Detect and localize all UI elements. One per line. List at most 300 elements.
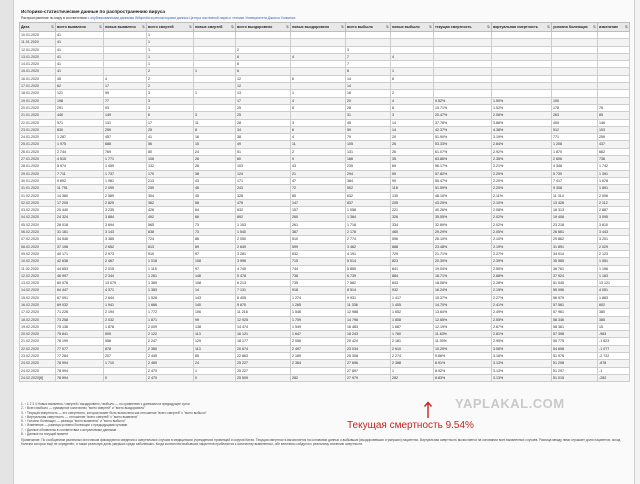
table-cell: 3 <box>391 112 434 119</box>
table-cell: 2 744 <box>56 148 104 155</box>
table-cell: 78 <box>598 104 630 111</box>
column-header[interactable] <box>147 23 194 32</box>
table-cell: 2.50% <box>492 265 552 272</box>
sort-icon[interactable]: ⇅ <box>98 25 102 29</box>
table-cell: 2 <box>236 46 291 53</box>
column-header[interactable] <box>598 23 630 32</box>
table-cell: 51 976 <box>552 353 598 360</box>
table-cell: 736 <box>598 156 630 163</box>
table-cell: 19.02.2020 <box>20 323 56 330</box>
table-cell <box>236 32 291 39</box>
explanatory-paragraph: Примечание: По сообщениям различных источников фиксируются сведения о смертельных случаях в медицинских учреждениях провинций и округов Китая. Текущая смертность вычисляется на основании данных о выбывших (выздоровевших и умерших) пациентах. Виртуальная смертность вычисляется на основании всех выявленных случаев. Разница между ними отражает долю пациентов, исход болезни которых ещё не определён, а также реальную долю умерших среди заболевших. Когда количество выбывших пациентов приблизится к количеству выявленных, обе величины сойдутся к реальному значению смертности. <box>21 438 621 447</box>
table-cell <box>598 68 630 75</box>
table-cell: 1 <box>391 367 434 374</box>
column-header[interactable] <box>391 23 434 32</box>
table-cell: 22 863 <box>236 353 291 360</box>
table-cell <box>434 53 492 60</box>
table-cell: 632 <box>346 192 391 199</box>
table-cell: 55 775 <box>552 338 598 345</box>
column-header[interactable] <box>552 23 598 32</box>
table-cell: -678 <box>598 360 630 367</box>
table-cell: 2 194 <box>104 309 147 316</box>
table-cell: 27 697 <box>346 367 391 374</box>
table-cell: 9.66% <box>434 353 492 360</box>
table-row <box>20 75 630 82</box>
pointer-arrow-icon <box>423 401 433 419</box>
table-cell: 2 469 <box>147 360 194 367</box>
table-cell: 460 <box>391 229 434 236</box>
table-cell: 2 189 <box>291 353 346 360</box>
table-cell: 2 099 <box>104 185 147 192</box>
table-cell <box>194 97 236 104</box>
table-cell: 58 346 <box>552 316 598 323</box>
table-cell: 1 058 <box>346 207 391 214</box>
table-cell: 63.86% <box>434 156 492 163</box>
table-cell: 688 <box>104 141 147 148</box>
table-cell: 132 <box>147 163 194 170</box>
table-cell: 146 <box>598 119 630 126</box>
table-cell: 21.71% <box>434 250 492 257</box>
table-cell: 28 <box>236 119 291 126</box>
table-row <box>20 280 630 287</box>
table-cell: 2 364 <box>291 360 346 367</box>
table-cell <box>552 68 598 75</box>
table-cell: 73 <box>194 221 236 228</box>
table-cell: 565 <box>147 221 194 228</box>
table-cell: 328 <box>236 192 291 199</box>
table-cell: 41 <box>56 61 104 68</box>
table-cell: 105 <box>346 141 391 148</box>
column-header-label: новых выбыло <box>392 25 420 29</box>
table-cell: 56 <box>147 141 194 148</box>
table-cell: 14 <box>346 83 391 90</box>
table-row <box>20 345 630 352</box>
table-cell: 1 883 <box>598 294 630 301</box>
table-cell: 131 <box>346 148 391 155</box>
mortality-caption: Текущая смертность 9.54% <box>347 420 474 431</box>
table-cell: 918 <box>291 287 346 294</box>
table-cell: 1 772 <box>147 309 194 316</box>
table-cell: 3.86% <box>492 119 552 126</box>
table-cell: 2.67% <box>492 323 552 330</box>
table-cell: 1 265 <box>291 301 346 308</box>
table-cell: 170 <box>147 170 194 177</box>
table-cell: 2.20% <box>492 177 552 184</box>
table-cell: 2 497 <box>291 345 346 352</box>
table-cell: 830 <box>56 126 104 133</box>
table-cell: 1 678 <box>598 177 630 184</box>
table-cell: 1 737 <box>104 170 147 177</box>
table-cell: 11.63% <box>434 331 492 338</box>
table-cell <box>104 32 147 39</box>
table-cell: 19.04% <box>434 265 492 272</box>
table-cell: 2 029 <box>598 243 630 250</box>
site-watermark: YAPLAKAL.COM <box>455 396 565 411</box>
table-cell: 2 <box>147 83 194 90</box>
table-cell: 1 <box>194 367 236 374</box>
table-cell: 8.92% <box>434 367 492 374</box>
table-cell: 22.01.2020 <box>20 119 56 126</box>
sort-icon[interactable]: ⇅ <box>592 25 596 29</box>
table-cell <box>291 61 346 68</box>
column-header[interactable] <box>291 23 346 32</box>
table-cell: 64 <box>194 207 236 214</box>
column-header[interactable] <box>20 23 56 32</box>
table-cell: 25 <box>147 126 194 133</box>
table-cell: 2 <box>391 90 434 97</box>
table-cell: 29.01.2020 <box>20 170 56 177</box>
table-row <box>20 243 630 250</box>
sort-icon[interactable]: ⇅ <box>486 25 490 29</box>
table-cell: 9 670 <box>236 301 291 308</box>
table-row <box>20 119 630 126</box>
sort-icon[interactable]: ⇅ <box>428 25 432 29</box>
table-cell: 3 143 <box>104 229 147 236</box>
table-cell: 334 <box>391 221 434 228</box>
table-cell: 57 961 <box>552 309 598 316</box>
table-row <box>20 272 630 279</box>
table-cell: 13 079 <box>104 280 147 287</box>
table-cell: 58 <box>194 199 236 206</box>
table-cell: 14.02.2020 <box>20 287 56 294</box>
table-row <box>20 134 630 141</box>
table-cell: 1.52% <box>492 104 552 111</box>
table-cell <box>194 32 236 39</box>
table-cell: 1 <box>147 46 194 53</box>
table-cell: 207 <box>104 353 147 360</box>
column-header[interactable] <box>492 23 552 32</box>
table-cell: 5 739 <box>552 170 598 177</box>
table-cell: 599 <box>291 243 346 250</box>
table-cell: 2 606 <box>552 156 598 163</box>
table-cell: 18 177 <box>236 338 291 345</box>
table-cell: 9 308 <box>552 185 598 192</box>
sort-icon[interactable]: ⇅ <box>340 25 344 29</box>
table-cell: 17 <box>147 119 194 126</box>
column-header[interactable] <box>434 23 492 32</box>
table-cell: 18.71% <box>434 272 492 279</box>
table-cell <box>598 39 630 46</box>
column-header-label: новых смертей <box>195 25 223 29</box>
table-cell: 19 408 <box>552 214 598 221</box>
table-cell: 20 <box>346 97 391 104</box>
table-cell: 884 <box>391 272 434 279</box>
table-cell <box>194 75 236 82</box>
table-cell <box>291 32 346 39</box>
table-cell: 47 <box>291 177 346 184</box>
column-header-label: текущая смертность <box>435 25 472 29</box>
table-cell: 1 540 <box>236 229 291 236</box>
table-cell: 113 <box>194 331 236 338</box>
table-cell: 3.13% <box>492 367 552 374</box>
table-cell: 28 <box>346 104 391 111</box>
table-cell: 18 243 <box>346 331 391 338</box>
table-cell: 24.02.2020 <box>20 367 56 374</box>
table-cell: 2 <box>147 68 194 75</box>
table-cell: 1 771 <box>104 156 147 163</box>
table-cell: 2 <box>147 75 194 82</box>
table-cell: 6 739 <box>346 272 391 279</box>
table-cell: 3 443 <box>598 229 630 236</box>
table-cell: 43 <box>291 163 346 170</box>
wikipedia-link[interactable]: с опубликованными данными Wikipedia <box>87 16 150 20</box>
table-cell: 43 <box>194 177 236 184</box>
table-cell: 9 692 <box>56 177 104 184</box>
table-row <box>20 97 630 104</box>
table-cell: 67 091 <box>56 294 104 301</box>
table-cell: 90 <box>391 177 434 184</box>
table-cell: 8 <box>291 104 346 111</box>
table-cell: 4 191 <box>346 250 391 257</box>
sort-icon[interactable]: ⇅ <box>285 25 289 29</box>
table-cell: 3 <box>291 119 346 126</box>
table-cell: 75 641 <box>56 331 104 338</box>
table-cell <box>492 46 552 53</box>
column-header[interactable] <box>194 23 236 32</box>
table-cell: 13 121 <box>598 280 630 287</box>
table-cell <box>552 90 598 97</box>
table-cell: 261 <box>291 221 346 228</box>
table-cell: 13 <box>236 90 291 97</box>
table-cell: 131 <box>104 119 147 126</box>
table-cell: 25.01.2020 <box>20 141 56 148</box>
table-cell: 19.01.2020 <box>20 97 56 104</box>
table-cell: 2.81% <box>492 331 552 338</box>
table-cell: -1 623 <box>598 338 630 345</box>
table-cell: 16 313 <box>552 207 598 214</box>
table-cell: 51 045 <box>552 280 598 287</box>
table-cell: 16 121 <box>236 331 291 338</box>
table-cell: 4 <box>291 97 346 104</box>
table-cell: 2.55% <box>492 316 552 323</box>
sort-icon[interactable]: ⇅ <box>141 25 145 29</box>
table-cell: 53.33% <box>434 141 492 148</box>
table-cell: 12 <box>236 83 291 90</box>
table-cell: 20.01.2020 <box>20 104 56 111</box>
table-cell: 35 <box>391 156 434 163</box>
column-header[interactable] <box>104 23 147 32</box>
sort-icon[interactable]: ⇅ <box>385 25 389 29</box>
sort-icon[interactable]: ⇅ <box>230 25 234 29</box>
table-cell <box>391 83 434 90</box>
table-cell <box>552 32 598 39</box>
table-cell: 15 <box>598 323 630 330</box>
sort-icon[interactable]: ⇅ <box>624 25 628 29</box>
table-cell: 46 <box>194 185 236 192</box>
table-cell: 1 709 <box>291 316 346 323</box>
table-cell: 57 398 <box>552 331 598 338</box>
table-cell: 11 336 <box>346 301 391 308</box>
table-cell: 1 391 <box>598 170 630 177</box>
table-cell: 1 975 <box>56 141 104 148</box>
table-cell: 2.92% <box>492 148 552 155</box>
table-cell: 3 884 <box>104 214 147 221</box>
table-cell: 632 <box>291 250 346 257</box>
page-subtitle <box>21 16 295 20</box>
column-header[interactable] <box>346 23 391 32</box>
table-cell: 3 <box>194 112 236 119</box>
table-cell: 45 <box>194 192 236 199</box>
table-cell: 2.27% <box>492 250 552 257</box>
table-cell: 8 405 <box>236 294 291 301</box>
table-cell: 738 <box>291 272 346 279</box>
table-cell: 37 924 <box>552 272 598 279</box>
table-cell: 32.89% <box>434 221 492 228</box>
table-cell: 17 <box>104 83 147 90</box>
table-cell: 1 808 <box>391 316 434 323</box>
table-body <box>20 32 630 382</box>
table-cell: 20 <box>391 134 434 141</box>
table-cell: 2 274 <box>391 353 434 360</box>
table-cell: 2 887 <box>598 207 630 214</box>
table-cell: 26 <box>391 148 434 155</box>
table-row <box>20 68 630 75</box>
table-cell <box>391 61 434 68</box>
table-row <box>20 323 630 330</box>
table-cell: 892 <box>236 214 291 221</box>
table-cell: 2 056 <box>291 338 346 345</box>
table-cell <box>434 83 492 90</box>
table-cell: 12 988 <box>346 309 391 316</box>
table-cell: 505 <box>104 331 147 338</box>
table-cell: 28 018 <box>56 221 104 228</box>
table-cell: 291 <box>56 104 104 111</box>
sort-icon[interactable]: ⇅ <box>546 25 550 29</box>
table-cell: 31 161 <box>56 229 104 236</box>
table-cell: 41 <box>56 46 104 53</box>
table-cell: 40.26% <box>434 207 492 214</box>
table-cell: 1 153 <box>236 221 291 228</box>
subtitle-mid: и <box>149 16 154 20</box>
table-cell: 59 <box>346 126 391 133</box>
table-cell: 632 <box>236 207 291 214</box>
table-cell: 4 <box>391 53 434 60</box>
table-row <box>20 185 630 192</box>
table-cell: 60 <box>236 156 291 163</box>
table-cell: 1 710 <box>104 360 147 367</box>
table-cell: 1 <box>147 61 194 68</box>
table-cell: 140 <box>194 301 236 308</box>
table-cell: 384 <box>346 177 391 184</box>
table-row <box>20 163 630 170</box>
footnote: 3. ↑ Текущая смертность — это смертность, которая может быть вычислена как отношение "всего смертей" к "всего выбыло" <box>21 410 207 415</box>
table-cell: 09.02.2020 <box>20 250 56 257</box>
table-cell: 77 <box>104 97 147 104</box>
table-cell: 16 <box>346 90 391 97</box>
table-cell <box>492 61 552 68</box>
table-cell: 2.11% <box>492 192 552 199</box>
table-cell: 138 <box>194 323 236 330</box>
table-cell: 29 862 <box>552 236 598 243</box>
table-cell: 64 447 <box>56 287 104 294</box>
table-cell: 282 <box>291 374 346 381</box>
table-cell: 24.01.2020 <box>20 134 56 141</box>
table-cell: 4 <box>291 134 346 141</box>
table-cell: 42 638 <box>56 258 104 265</box>
table-cell: 4 051 <box>598 287 630 294</box>
table-cell: 1 <box>291 90 346 97</box>
jhu-repository-link[interactable]: репозиторием данных Центра системной науки и техники Университета Джонса Хопкинса <box>153 16 296 20</box>
table-cell: 27 696 <box>346 360 391 367</box>
table-cell: 11 <box>194 119 236 126</box>
table-cell: 198 <box>56 97 104 104</box>
table-cell <box>434 75 492 82</box>
table-cell: 41 <box>56 68 104 75</box>
table-cell: 2.49% <box>492 309 552 316</box>
table-row <box>20 258 630 265</box>
table-cell <box>194 53 236 60</box>
table-cell: 24 <box>194 360 236 367</box>
table-cell: 1 459 <box>104 163 147 170</box>
table-cell: 43.25% <box>434 199 492 206</box>
table-cell: 7 582 <box>346 280 391 287</box>
table-cell: 25 308 <box>346 353 391 360</box>
column-header[interactable] <box>56 23 104 32</box>
table-cell: 1 115 <box>147 265 194 272</box>
sort-icon[interactable]: ⇅ <box>50 25 54 29</box>
table-cell <box>492 83 552 90</box>
table-cell: 59 <box>391 170 434 177</box>
table-cell: 10.01.2020 <box>20 32 56 39</box>
table-cell: 05.02.2020 <box>20 221 56 228</box>
table-cell <box>434 61 492 68</box>
table-cell: 2 123 <box>598 250 630 257</box>
table-cell: 602 <box>598 301 630 308</box>
table-cell <box>492 68 552 75</box>
table-cell: 103 <box>236 163 291 170</box>
table-cell: 149 <box>104 112 147 119</box>
table-cell: 735 <box>291 280 346 287</box>
table-cell: 243 <box>236 185 291 192</box>
table-cell: 1 870 <box>552 148 598 155</box>
table-cell: 259 <box>147 185 194 192</box>
table-cell: 38 <box>194 170 236 177</box>
table-cell <box>598 32 630 39</box>
table-cell: -282 <box>598 374 630 381</box>
table-cell: 409 <box>552 119 598 126</box>
table-row <box>20 39 630 46</box>
table-cell: 22.02.2020 <box>20 345 56 352</box>
table-cell: 69 <box>391 163 434 170</box>
table-cell: 715 <box>291 258 346 265</box>
table-cell: 596 <box>391 236 434 243</box>
table-cell: 12 <box>236 75 291 82</box>
table-cell: 7 711 <box>56 170 104 177</box>
sort-icon[interactable]: ⇅ <box>188 25 192 29</box>
table-cell: 34 546 <box>56 236 104 243</box>
table-cell: 45 <box>346 119 391 126</box>
table-cell: 58 361 <box>552 323 598 330</box>
table-cell: 2.02% <box>492 214 552 221</box>
table-cell: 69 032 <box>56 301 104 308</box>
table-cell: 15.01.2020 <box>20 68 56 75</box>
table-cell: 1 208 <box>552 141 598 148</box>
table-cell: 2 652 <box>104 243 147 250</box>
table-cell: 118 <box>391 185 434 192</box>
table-cell: 23.01.2020 <box>20 126 56 133</box>
table-cell: 85 <box>291 192 346 199</box>
table-cell: 23.48% <box>434 243 492 250</box>
column-header-label: изменение <box>599 25 619 29</box>
footnote: 4. ↑ Виртуальная смертность — отношение "всего смертей" к "всего выявлено" <box>21 414 139 419</box>
table-cell: 2.27% <box>492 294 552 301</box>
column-header[interactable] <box>236 23 291 32</box>
table-cell: 2 388 <box>391 360 434 367</box>
table-cell <box>598 61 630 68</box>
table-cell: 7 417 <box>552 177 598 184</box>
table-cell: 79 <box>346 134 391 141</box>
table-cell: 440 <box>56 112 104 119</box>
